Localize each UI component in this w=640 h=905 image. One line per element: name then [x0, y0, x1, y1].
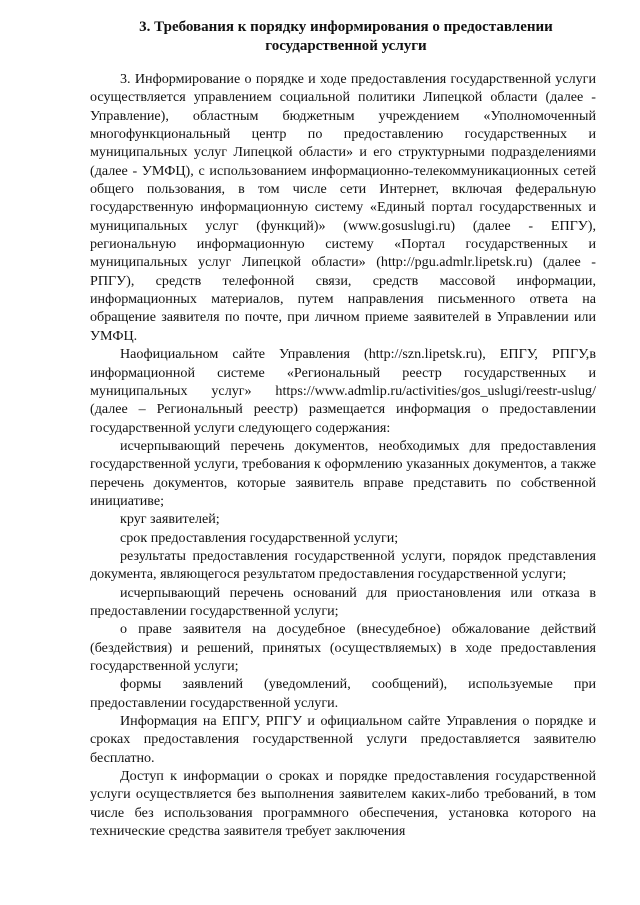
document-body	[90, 70, 596, 840]
list-item-application-forms: формы заявлений (уведомлений, сообщений), используемые при предоставлении государственной услуги.	[90, 676, 596, 711]
section-heading-line-1: 3. Требования к порядку информирования о предоставлении	[139, 19, 553, 35]
paragraph-access-conditions: Доступ к информации о сроках и порядке предоставления государственной услуги осуществляется без выполнения заявителем каких-либо требований, в том числе без использования программного обеспечения, установка которого на технические средства заявителя требует заключения	[90, 768, 596, 840]
paragraph-free-of-charge: Информация на ЕПГУ, РПГУ и официальном сайте Управления о порядке и сроках предоставления государственной услуги предоставляется заявителю бесплатно.	[90, 713, 596, 766]
list-item-documents: исчерпывающий перечень документов, необходимых для предоставления государственной услуги, требования к оформлению указанных документов, а также перечень документов, которые заявитель вправе представить по собственной инициативе;	[90, 437, 596, 509]
section-heading-line-2: государственной услуги	[265, 38, 427, 54]
list-item-refusal-grounds: исчерпывающий перечень оснований для приостановления или отказа в предоставлении государственной услуги;	[90, 584, 596, 619]
list-item-results: результаты предоставления государственной услуги, порядок представления документа, являющегося результатом предоставления государственной услуги;	[90, 547, 596, 583]
list-item-applicants: круг заявителей;	[120, 511, 220, 528]
paragraph-informing-methods: 3. Информирование о порядке и ходе предоставления государственной услуги осуществляется управлением социальной политики Липецкой области (далее - Управление), областным бюджетным учреждением «Уполномоченный многофункциональный центр по предоставлению государственных и муниципальных услуг Липецкой области» и его структурными подразделениями (далее - УМФЦ), с использованием информационно-телекоммуникационных сетей общего пользования, в том числе сети Интернет, включая федеральную государственную информационную систему «Единый портал государственных и муниципальных услуг (функций)» (www.gosuslugi.ru) (далее - ЕПГУ), региональную информационную систему «Портал государственных и муниципальных услуг Липецкой области» (http://pgu.admlr.lipetsk.ru) (далее - РПГУ), средств телефонной связи, средств массовой информации, информационных материалов, путем направления письменного ответа на обращение заявителя по почте, при личном приеме заявителей в Управлении или УМФЦ.	[90, 71, 596, 344]
paragraph-published-info: Наофициальном сайте Управления (http://szn.lipetsk.ru), ЕПГУ, РПГУ,в информационной системе «Региональный реестр государственных и муниципальных услуг» https://www.admlip.ru/activities/gos_uslugi/reestr-uslug/ (далее – Региональный реестр) размещается информация о предоставлении государственной услуги следующего содержания:	[90, 346, 596, 436]
section-heading	[90, 18, 596, 56]
list-item-appeal-rights: о праве заявителя на досудебное (внесудебное) обжалование действий (бездействия) и решений, принятых (осуществляемых) в ходе предоставления государственной услуги;	[90, 621, 596, 674]
list-item-term: срок предоставления государственной услуги;	[120, 529, 399, 546]
